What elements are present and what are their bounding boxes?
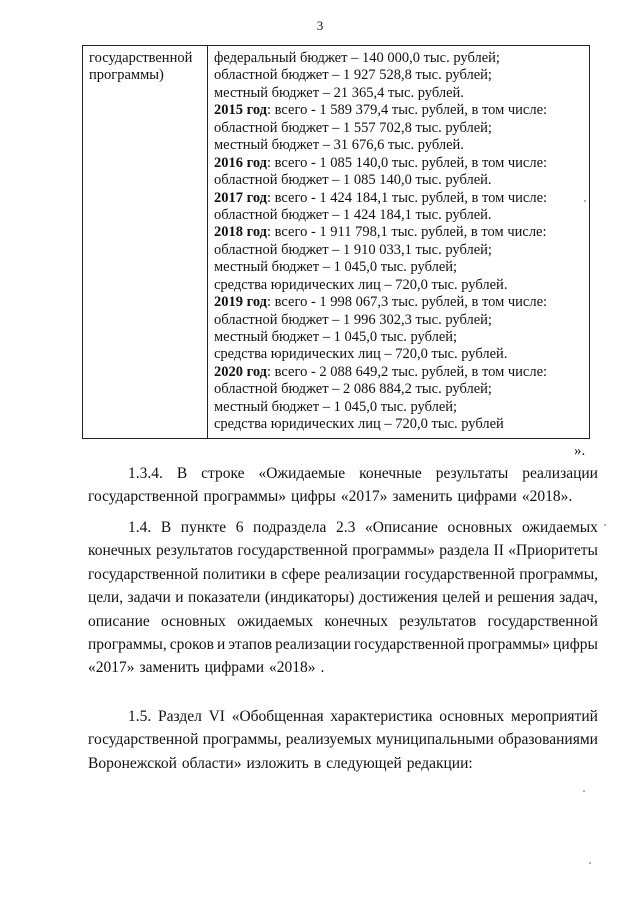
word: показатели <box>187 589 261 607</box>
word: конечных <box>88 542 152 560</box>
budget-line-text: средства юридических лиц – 720,0 тыс. рублей. <box>214 276 508 293</box>
word: реализуемых <box>285 731 372 749</box>
word: В <box>176 465 188 482</box>
budget-line <box>214 50 588 67</box>
budget-line-text: местный бюджет – 31 676,6 тыс. рублей. <box>214 137 464 154</box>
word: конечных <box>324 612 388 630</box>
word: государственной <box>88 565 199 583</box>
paragraph-1-3-4 <box>88 462 598 509</box>
word: в <box>313 754 322 772</box>
left-cell-line: программы) <box>89 67 164 83</box>
word: и <box>484 589 494 607</box>
budget-year-label: 2020 год <box>214 363 268 380</box>
paragraph-line <box>88 752 598 775</box>
word: 1.3.4. <box>128 465 163 482</box>
table-left-cell <box>89 50 205 84</box>
word: результатов <box>399 612 477 630</box>
word: мероприятий <box>510 708 598 725</box>
word: строке <box>201 465 245 482</box>
word: области» <box>181 754 242 772</box>
word: программы, <box>519 565 598 583</box>
scan-speck <box>589 862 591 864</box>
budget-line <box>214 416 588 433</box>
word: «Описание <box>364 519 438 536</box>
budget-line-text: : всего - 1 911 798,1 тыс. рублей, в том числе: <box>267 224 547 241</box>
paragraph-line <box>88 563 598 586</box>
word: ожидаемых <box>237 612 314 630</box>
budget-line-text: местный бюджет – 1 045,0 тыс. рублей; <box>214 259 458 276</box>
paragraph-line <box>88 610 598 633</box>
paragraph-1-5 <box>88 705 598 775</box>
word: основных <box>161 612 226 630</box>
word: задач, <box>559 589 598 607</box>
word: подраздела <box>253 519 327 536</box>
word: программы» <box>203 488 287 506</box>
word: «2017» <box>88 659 135 677</box>
paragraph-line <box>88 656 598 679</box>
paragraph-line <box>88 516 598 539</box>
budget-line-text: : всего - 2 088 649,2 тыс. рублей, в том числе: <box>267 363 548 380</box>
budget-line <box>214 137 588 154</box>
word: государственной <box>237 542 348 560</box>
budget-year-row <box>214 190 588 207</box>
budget-line <box>214 67 588 84</box>
word: «Приоритеты <box>508 542 598 560</box>
word: 1.5. <box>128 708 152 725</box>
budget-line-text: средства юридических лиц – 720,0 тыс. рублей <box>214 416 504 433</box>
word: раздела <box>439 542 490 560</box>
word: результатов <box>155 542 233 560</box>
word: государственной <box>88 488 199 506</box>
word: изложить <box>246 754 309 772</box>
word: реализации <box>324 565 401 583</box>
word: «Ожидаемые <box>258 465 346 482</box>
word: заменить <box>139 659 200 677</box>
budget-line-text: : всего - 1 998 067,3 тыс. рублей, в том числе: <box>267 294 548 311</box>
budget-line <box>214 172 588 189</box>
word: решения <box>497 589 555 607</box>
budget-line-text: областной бюджет – 1 557 702,8 тыс. рублей; <box>214 119 492 136</box>
paragraph-line <box>88 462 598 485</box>
word: и <box>217 635 226 653</box>
word: программы» <box>467 635 551 653</box>
word: «2018» <box>269 659 316 677</box>
word: редакции: <box>406 754 473 772</box>
scan-speck <box>584 200 586 202</box>
budget-year-label: 2016 год <box>214 154 268 171</box>
budget-line-text: областной бюджет – 1 996 302,3 тыс. рублей; <box>214 311 492 328</box>
word: программы, <box>202 731 282 749</box>
word: «2018». <box>521 488 573 506</box>
word: государственной <box>88 731 199 749</box>
budget-line <box>214 259 588 276</box>
word: «Обобщенная <box>231 708 324 725</box>
budget-line-text: областной бюджет – 2 086 884,2 тыс. рублей; <box>214 381 492 398</box>
word: государственной <box>353 635 465 653</box>
paragraph-1-4 <box>88 516 598 680</box>
word: целей <box>442 589 481 607</box>
word: Раздел <box>158 708 202 725</box>
word: Воронежской <box>88 754 177 772</box>
budget-line-text: местный бюджет – 21 365,4 тыс. рублей. <box>214 84 464 101</box>
word: следующей <box>326 754 402 772</box>
word: программы, <box>88 635 167 653</box>
word: и <box>175 589 184 607</box>
left-cell-line: государственной <box>89 50 193 66</box>
word: . <box>320 659 325 677</box>
budget-line <box>214 242 588 259</box>
budget-line <box>214 399 588 416</box>
budget-year-row <box>214 155 588 172</box>
budget-line-text: федеральный бюджет – 140 000,0 тыс. рублей; <box>214 50 500 66</box>
paragraph-line <box>88 539 598 562</box>
word: ожидаемых <box>521 519 598 536</box>
word: (индикаторы) <box>264 589 355 607</box>
word: описание <box>88 612 150 630</box>
word: конечные <box>359 465 422 482</box>
word: достижения <box>358 589 438 607</box>
budget-year-row <box>214 364 588 381</box>
word: реализации <box>522 465 598 482</box>
word: пункте <box>180 519 227 536</box>
budget-year-label: 2019 год <box>214 294 268 311</box>
budget-line <box>214 312 588 329</box>
paragraph-line <box>88 485 598 508</box>
word: 2.3 <box>335 519 356 536</box>
budget-line <box>214 120 588 137</box>
word: основных <box>439 708 505 725</box>
page-number: 3 <box>316 18 324 33</box>
word: образованиями <box>498 731 598 749</box>
word: 6 <box>235 519 244 536</box>
budget-line-text: местный бюджет – 1 045,0 тыс. рублей; <box>214 398 458 415</box>
word: результаты <box>435 465 509 482</box>
budget-line <box>214 85 588 102</box>
table-right-cell <box>214 50 588 434</box>
word: заменить <box>392 488 453 506</box>
word: цифры <box>553 635 598 653</box>
word: реализации <box>275 635 351 653</box>
budget-line-text: областной бюджет – 1 927 528,8 тыс. рублей; <box>214 67 492 84</box>
budget-line-text: областной бюджет – 1 910 033,1 тыс. рублей; <box>214 241 492 258</box>
budget-line-text: областной бюджет – 1 424 184,1 тыс. рублей. <box>214 206 492 223</box>
word: задачи <box>127 589 171 607</box>
budget-year-label: 2017 год <box>214 189 268 206</box>
paragraph-line <box>88 728 598 751</box>
paragraph-line <box>88 586 598 609</box>
word: программы» <box>352 542 435 560</box>
word: цифрами <box>204 659 264 677</box>
budget-year-row <box>214 294 588 311</box>
word: цифры <box>291 488 336 506</box>
word: цифрами <box>457 488 517 506</box>
budget-line-text: : всего - 1 589 379,4 тыс. рублей, в том числе: <box>267 102 548 119</box>
scan-speck <box>583 790 585 792</box>
budget-line <box>214 346 588 363</box>
budget-line-text: : всего - 1 085 140,0 тыс. рублей, в том числе: <box>267 154 548 171</box>
budget-line-text: областной бюджет – 1 085 140,0 тыс. рублей. <box>214 172 492 189</box>
word: сроков <box>169 635 214 653</box>
budget-line-text: : всего - 1 424 184,1 тыс. рублей, в том числе: <box>267 189 548 206</box>
word: 1.4. <box>128 519 152 536</box>
budget-year-label: 2018 год <box>214 224 268 241</box>
budget-line-text: средства юридических лиц – 720,0 тыс. рублей. <box>214 346 508 363</box>
word: политики <box>202 565 266 583</box>
budget-line <box>214 381 588 398</box>
scan-speck <box>604 524 606 526</box>
word: этапов <box>228 635 273 653</box>
budget-year-label: 2015 год <box>214 102 268 119</box>
budget-line <box>214 277 588 294</box>
word: «2017» <box>340 488 388 506</box>
budget-line <box>214 329 588 346</box>
word: в <box>269 565 278 583</box>
word: муниципальными <box>376 731 494 749</box>
word: государственной <box>404 565 515 583</box>
table-closing-quote: ». <box>574 443 586 459</box>
table-column-divider <box>207 46 208 438</box>
word: В <box>160 519 172 536</box>
word: основных <box>447 519 513 536</box>
word: характеристика <box>330 708 433 725</box>
budget-line <box>214 207 588 224</box>
paragraph-line <box>88 705 598 728</box>
word: сфере <box>281 565 321 583</box>
budget-year-row <box>214 224 588 241</box>
word: II <box>493 542 504 560</box>
budget-table <box>82 45 590 439</box>
budget-line-text: местный бюджет – 1 045,0 тыс. рублей; <box>214 329 458 345</box>
paragraph-line <box>88 633 598 656</box>
budget-year-row <box>214 102 588 119</box>
word: цели, <box>88 589 124 607</box>
word: государственной <box>487 612 598 630</box>
word: VI <box>208 708 225 725</box>
